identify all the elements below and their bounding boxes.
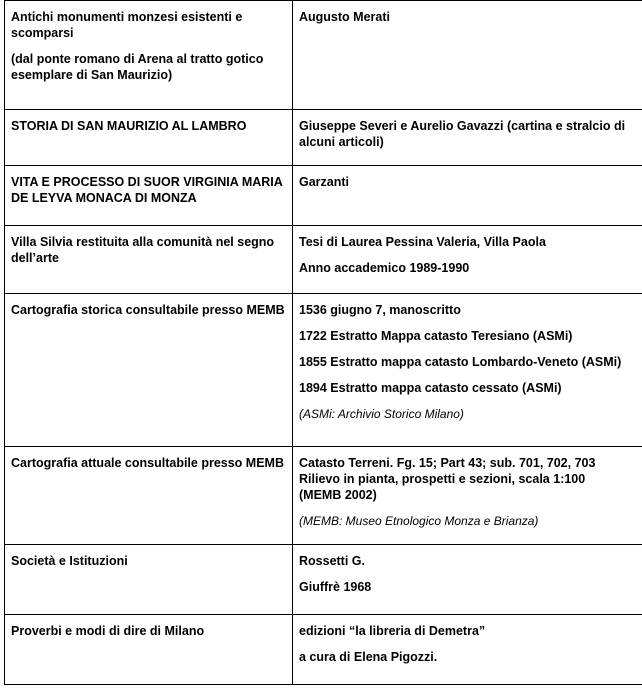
title-cell — [5, 226, 293, 294]
author-text: Augusto Merati — [299, 10, 390, 24]
title-text: Società e Istituzioni — [11, 554, 128, 568]
author-text: Rossetti G. — [299, 554, 365, 568]
title-cell — [5, 1, 293, 110]
map-entry: 1894 Estratto mappa catasto cessato (ASMi) — [299, 381, 562, 395]
author-cell — [293, 226, 642, 294]
title-cell — [5, 447, 293, 545]
map-list-cell — [293, 294, 642, 447]
table-row — [5, 1, 642, 110]
table-row — [5, 294, 642, 447]
table-row — [5, 226, 642, 294]
title-text: Antichi monumenti monzesi esistenti e scomparsi — [11, 10, 243, 40]
title-cell — [5, 545, 293, 615]
title-cell — [5, 294, 293, 447]
table-row — [5, 447, 642, 545]
title-cell — [5, 110, 293, 166]
editor-text: a cura di Elena Pigozzi. — [299, 650, 438, 664]
year-text: Anno accademico 1989-1990 — [299, 261, 470, 275]
author-text: Tesi di Laurea Pessina Valeria, Villa Paola — [299, 235, 546, 249]
author-cell — [293, 615, 642, 685]
title-text: Cartografia attuale consultabile presso MEMB — [11, 456, 284, 470]
table-row — [5, 545, 642, 615]
author-cell — [293, 1, 642, 110]
publisher-text: edizioni “la libreria di Demetra” — [299, 624, 486, 638]
map-entry: 1855 Estratto mappa catasto Lombardo-Veneto (ASMi) — [299, 355, 622, 369]
table-row — [5, 615, 642, 685]
table-row — [5, 110, 642, 166]
subtitle-text: (dal ponte romano di Arena al tratto gotico esemplare di San Maurizio) — [11, 52, 264, 82]
bibliography-table — [4, 0, 642, 685]
title-text: Villa Silvia restituita alla comunità nel segno dell’arte — [11, 235, 275, 265]
title-text: VITA E PROCESSO DI SUOR VIRGINIA MARIA DE LEYVA MONACA DI MONZA — [11, 175, 283, 205]
map-entry: 1536 giugno 7, manoscritto — [299, 303, 461, 317]
publisher-text: Giuffrè 1968 — [299, 580, 372, 594]
author-text: Garzanti — [299, 175, 350, 189]
map-list-cell — [293, 447, 642, 545]
abbreviation-note: (MEMB: Museo Etnologico Monza e Brianza) — [299, 514, 539, 528]
title-text: Proverbi e modi di dire di Milano — [11, 624, 205, 638]
title-text: Cartografia storica consultabile presso MEMB — [11, 303, 285, 317]
map-entry: 1722 Estratto Mappa catasto Teresiano (ASMi) — [299, 329, 573, 343]
author-cell — [293, 545, 642, 615]
author-cell — [293, 166, 642, 226]
author-text: Giuseppe Severi e Aurelio Gavazzi (cartina e stralcio di alcuni articoli) — [299, 119, 626, 149]
author-cell — [293, 110, 642, 166]
title-text: STORIA DI SAN MAURIZIO AL LAMBRO — [11, 119, 247, 133]
cadastre-text: Catasto Terreni. Fg. 15; Part 43; sub. 701, 702, 703 Rilievo in pianta, prospetti e sezioni, scala 1:100 (MEMB 2002) — [299, 456, 596, 502]
abbreviation-note: (ASMi: Archivio Storico Milano) — [299, 407, 464, 421]
table-row — [5, 166, 642, 226]
title-cell — [5, 166, 293, 226]
title-cell — [5, 615, 293, 685]
